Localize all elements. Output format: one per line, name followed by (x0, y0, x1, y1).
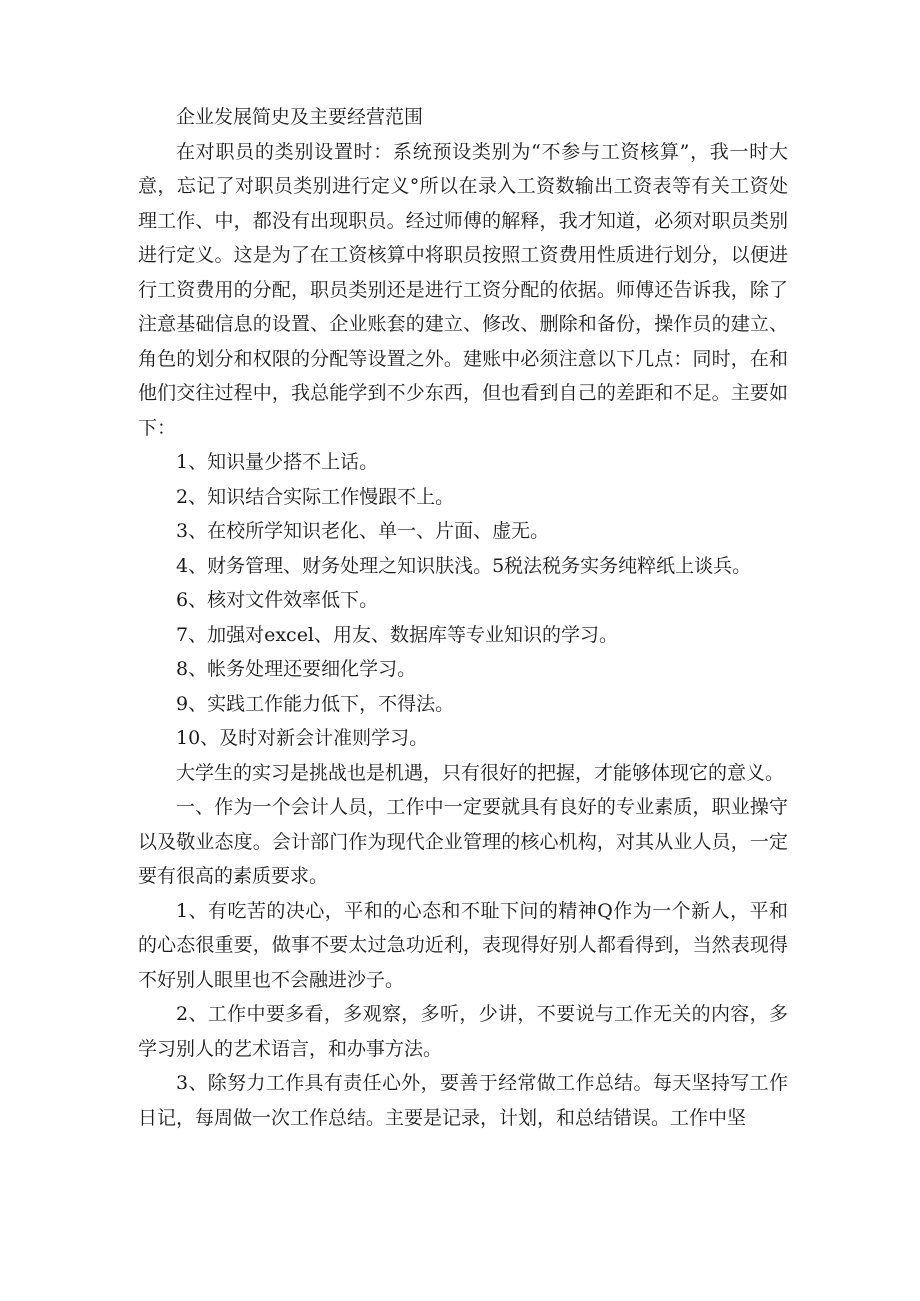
list-item: 10、及时对新会计准则学习。 (176, 727, 429, 749)
paragraph: 一、作为一个会计人员，工作中一定要就具有良好的专业素质，职业操守以及敬业态度。会计部门作为现代企业管理的核心机构，对其从业人员，一定要有很高的素质要求。 (138, 796, 788, 887)
list-item: 4、财务管理、财务处理之知识肤浅。5税法税务实务纯粹纸上谈兵。 (176, 554, 752, 577)
paragraph: 在对职员的类别设置时：系统预设类别为“不参与工资核算”，我一时大意，忘记了对职员类别进行定义°所以在录入工资数输出工资表等有关工资处理工作、中，都没有出现职员。经过师傅的解释，我才知道，必须对职员类别进行定义。这是为了在工资核算中将职员按照工资费用性质进行划分，以便进行工资费用的分配，职员类别还是进行工资分配的依据。师傅还告诉我，除了注意基础信息的设置、企业账套的建立、修改、删除和备份，操作员的建立、角色的划分和权限的分配等设置之外。建账中必须注意以下几点：同时，在和他们交往过程中，我总能学到不少东西，但也看到自己的差距和不足。主要如下： (138, 140, 788, 439)
paragraph: 2、工作中要多看，多观察，多听，少讲，不要说与工作无关的内容，多学习别人的艺术语言，和办事方法。 (138, 1003, 788, 1060)
paragraph: 大学生的实习是挑战也是机遇，只有很好的把握，才能够体现它的意义。 (176, 761, 785, 784)
section-heading: 企业发展简史及主要经营范围 (176, 106, 424, 128)
list-item: 8、帐务处理还要细化学习。 (176, 658, 417, 680)
document-body (138, 100, 788, 1135)
list-item: 3、在校所学知识老化、单一、片面、虚无。 (176, 520, 550, 542)
paragraph: 1、有吃苦的决心，平和的心态和不耻下问的精神Q作为一个新人，平和的心态很重要，做事不要太过急功近利，表现得好别人都看得到，当然表现得不好别人眼里也不会融进沙子。 (138, 899, 788, 991)
list-item: 7、加强对excel、用友、数据库等专业知识的学习。 (176, 623, 619, 646)
list-item: 6、核对文件效率低下。 (176, 589, 379, 611)
paragraph: 3、除努力工作具有责任心外，要善于经常做工作总结。每天坚持写工作日记，每周做一次工作总结。主要是记录，计划，和总结错误。工作中坚 (138, 1072, 788, 1129)
list-item: 9、实践工作能力低下，不得法。 (176, 692, 455, 715)
list-item: 1、知识量少搭不上话。 (176, 451, 379, 473)
list-item: 2、知识结合实际工作慢跟不上。 (176, 485, 455, 508)
